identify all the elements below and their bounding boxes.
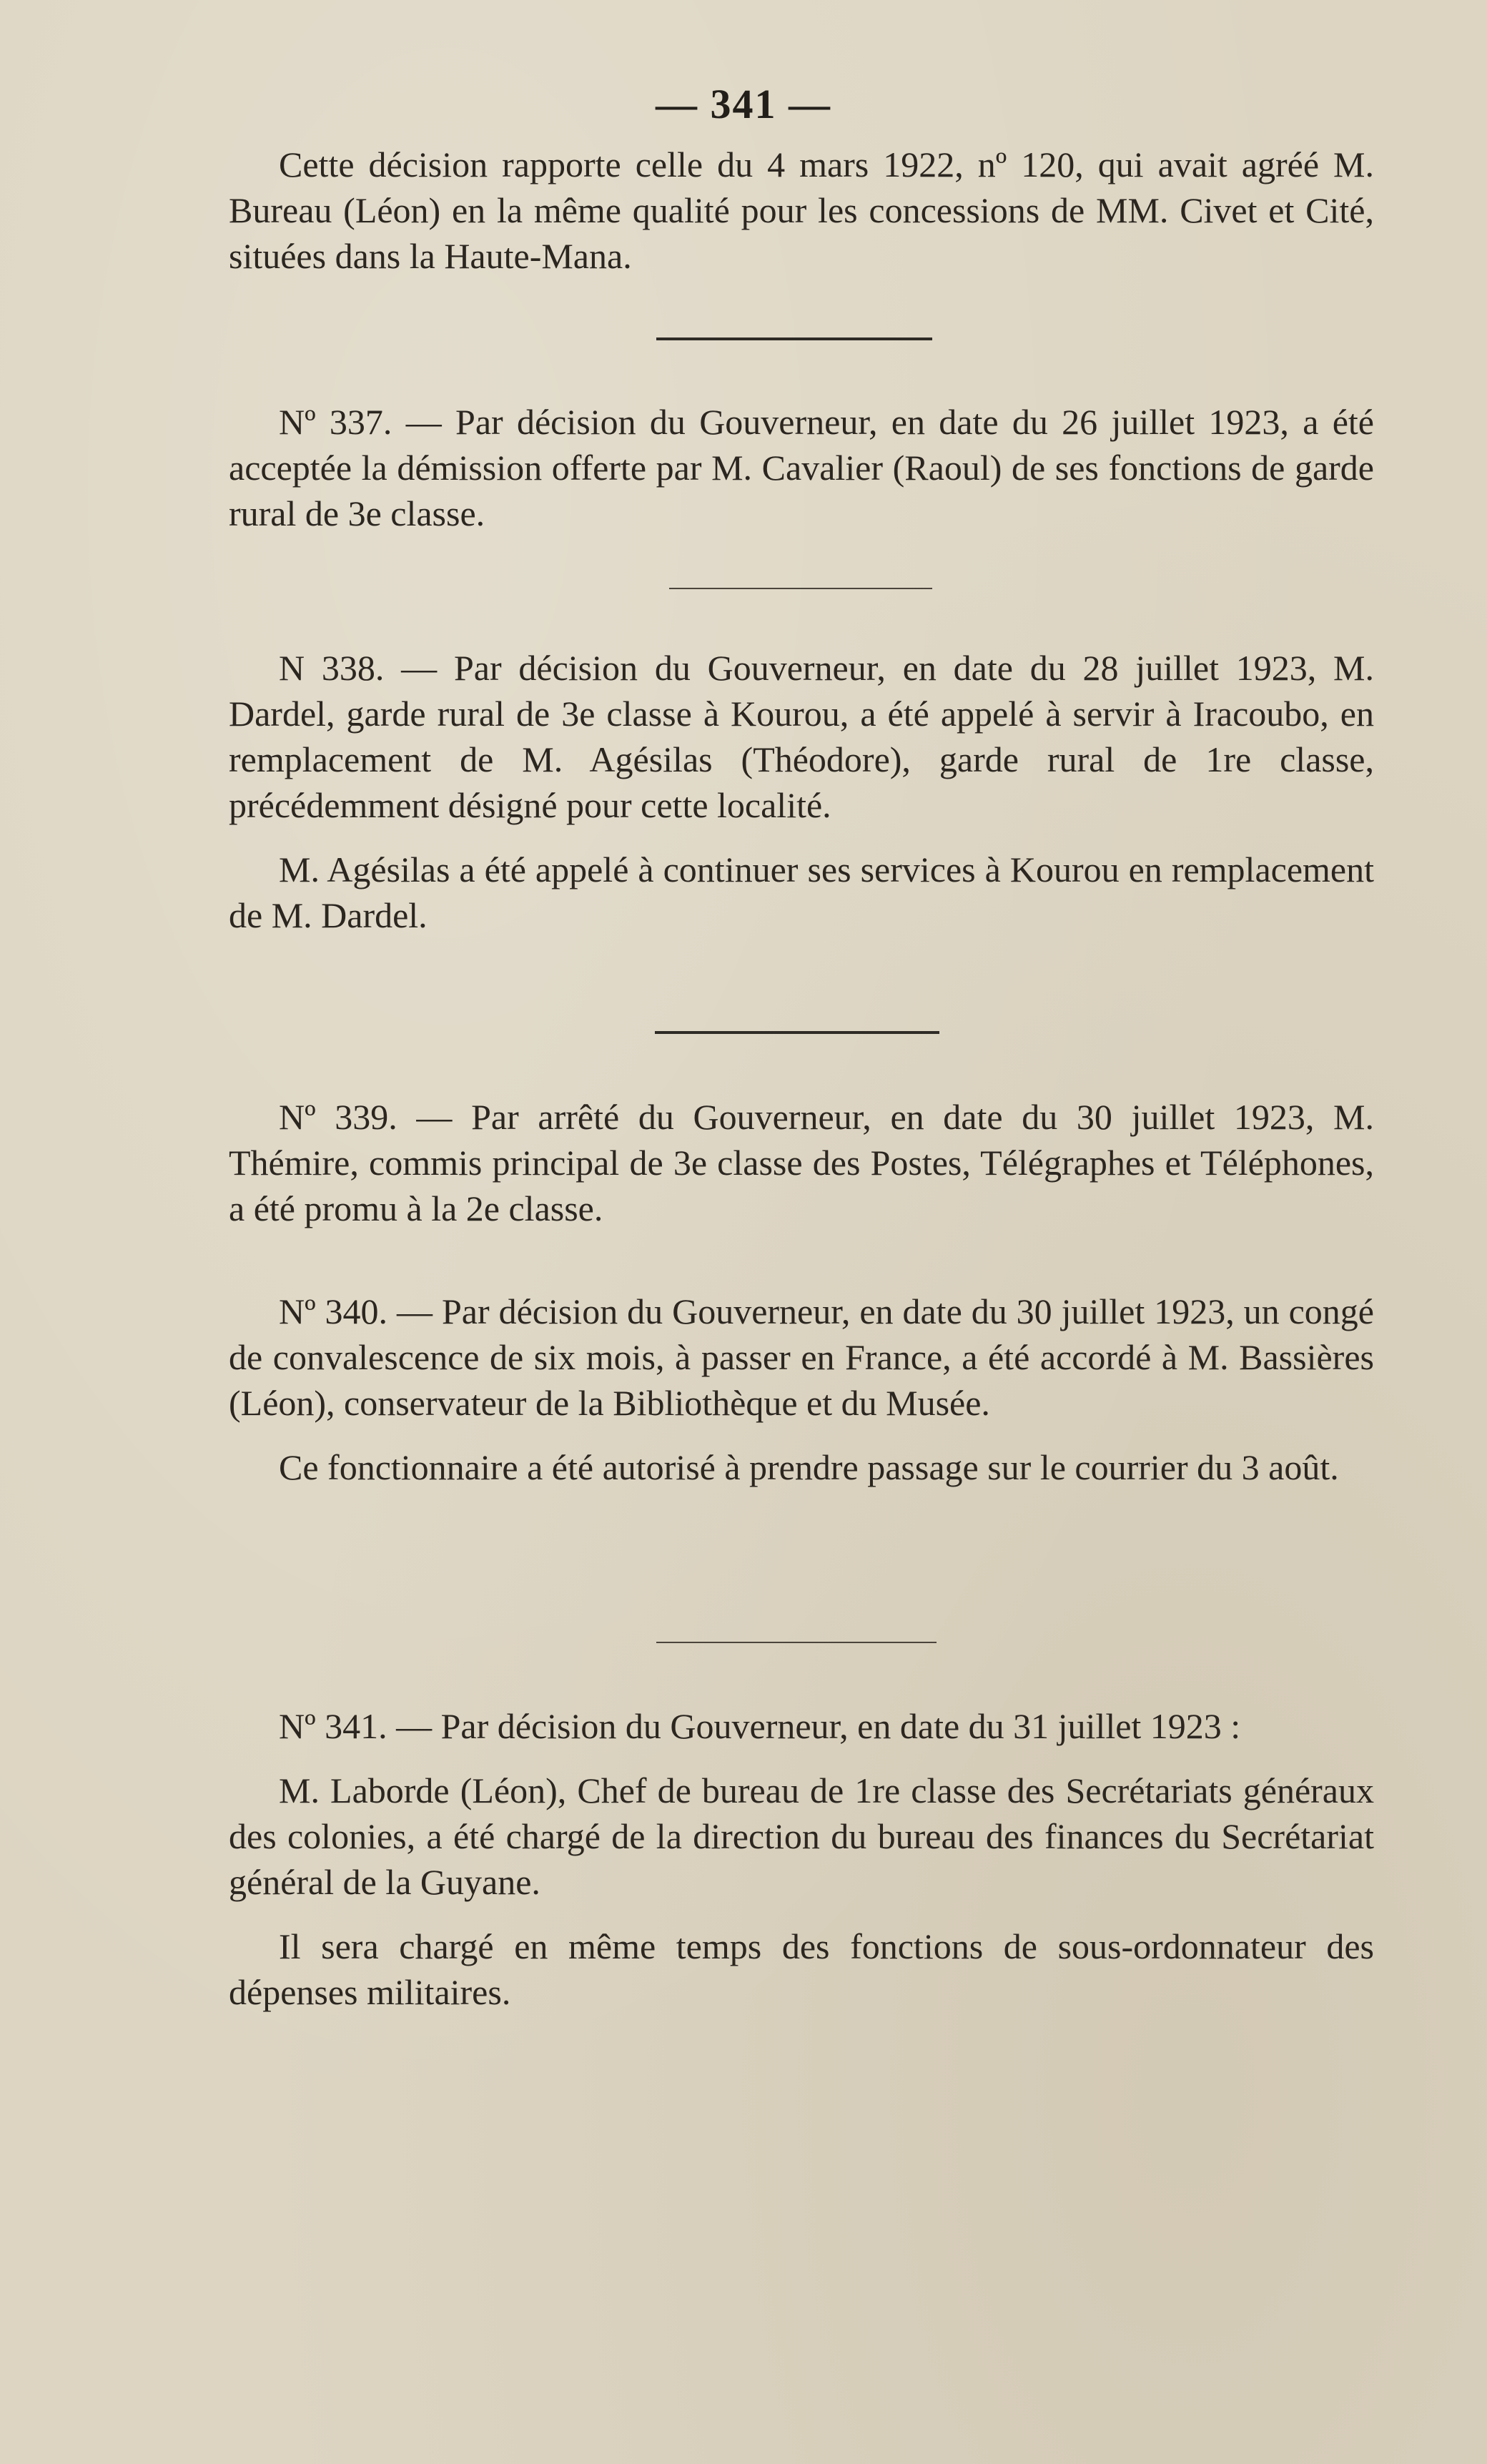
section-341 <box>229 1703 1374 2015</box>
section-337 <box>229 399 1374 536</box>
paragraph: Cette décision rapporte celle du 4 mars 1922, nº 120, qui avait agréé M. Bureau (Léon) en la même qualité pour les concessions de MM. Civet et Cité, situées dans la Haute-Mana. <box>229 144 1374 276</box>
section-divider <box>655 1031 939 1034</box>
paragraph: Ce fonctionnaire a été autorisé à prendre passage sur le courrier du 3 août. <box>279 1447 1339 1487</box>
section-divider <box>656 1642 937 1643</box>
paragraph: Nº 340. — Par décision du Gouverneur, en date du 30 juillet 1923, un congé de convalescence de six mois, à passer en France, a été accordé à M. Bassières (Léon), conservateur de la Bibliothèque et du Musée. <box>229 1291 1374 1423</box>
paragraph: Il sera chargé en même temps des fonctions de sous-ordonnateur des dépenses militaires. <box>229 1926 1374 2012</box>
paragraph: N 338. — Par décision du Gouverneur, en date du 28 juillet 1923, M. Dardel, garde rural de 3e classe à Kourou, a été appelé à servir à Iracoubo, en remplacement de M. Agésilas (Théodore), garde rural de 1re classe, précédemment désigné pour cette localité. <box>229 648 1374 825</box>
section-339 <box>229 1094 1374 1231</box>
paragraph: M. Laborde (Léon), Chef de bureau de 1re classe des Secrétariats généraux des colonies, a été chargé de la direction du bureau des finances du Secrétariat général de la Guyane. <box>229 1770 1374 1902</box>
paragraph: Nº 341. — Par décision du Gouverneur, en date du 31 juillet 1923 : <box>279 1706 1241 1746</box>
section-continuation <box>229 142 1374 279</box>
page-number: — 341 — <box>656 81 831 127</box>
section-divider <box>669 588 932 589</box>
section-338 <box>229 645 1374 938</box>
section-divider <box>656 337 932 340</box>
section-340 <box>229 1288 1374 1490</box>
paragraph: Nº 337. — Par décision du Gouverneur, en date du 26 juillet 1923, a été acceptée la démission offerte par M. Cavalier (Raoul) de ses fonctions de garde rural de 3e classe. <box>229 402 1374 533</box>
paragraph: M. Agésilas a été appelé à continuer ses services à Kourou en remplacement de M. Dardel. <box>229 849 1374 935</box>
paragraph: Nº 339. — Par arrêté du Gouverneur, en date du 30 juillet 1923, M. Thémire, commis principal de 3e classe des Postes, Télégraphes et Téléphones, a été promu à la 2e classe. <box>229 1097 1374 1228</box>
